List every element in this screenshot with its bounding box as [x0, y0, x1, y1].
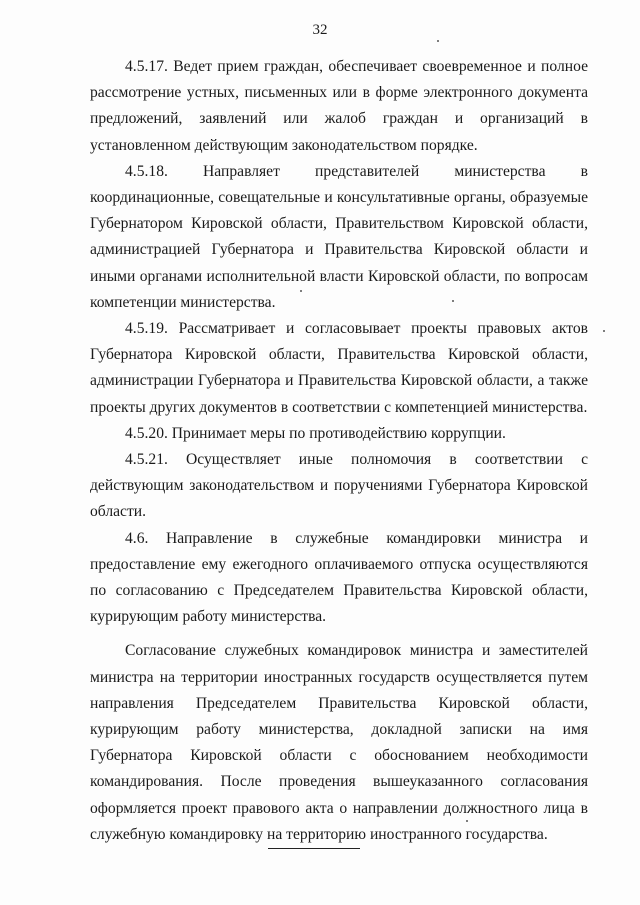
- paragraph-4-5-18: 4.5.18. Направляет представителей министерства в координационные, совещательные и консультативные органы, образуемые Губернатором Кировской области, Правительством Кировской области, администрацией Губернатора и Правительства Кировской области и иными органами исполнительной власти Кировской области, по вопросам компетенции министерства.: [90, 162, 588, 311]
- paragraph-4-5-20: 4.5.20. Принимает меры по противодействию коррупции.: [125, 424, 506, 442]
- document-body: [90, 54, 588, 848]
- paragraph-foreign-trips: Согласование служебных командировок министра и заместителей министра на территории иностранных государств осуществляется путем направления Председателем Правительства Кировской области, курирующим работу министерства, докладной записки на имя Губернатора Кировской области с обоснованием необходимости командирования. После проведения вышеуказанного согласования оформляется проект правового акта о направлении должностного лица в служебную командировку на территорию иностранного государства.: [90, 642, 588, 843]
- scan-speck: [603, 330, 605, 332]
- page-number: 32: [312, 22, 328, 38]
- scan-speck: [437, 40, 439, 42]
- scan-speck: [466, 820, 468, 822]
- paragraph-4-5-17: 4.5.17. Ведет прием граждан, обеспечивает своевременное и полное рассмотрение устных, письменных или в форме электронного документа предложений, заявлений или жалоб граждан и организаций в установленном действующим законодательством порядке.: [90, 58, 588, 154]
- scan-speck: [452, 300, 454, 302]
- end-of-text-rule: [268, 848, 360, 849]
- paragraph-4-5-19: 4.5.19. Рассматривает и согласовывает проекты правовых актов Губернатора Кировской области, Правительства Кировской области, администрации Губернатора и Правительства Кировской области, а также проекты других документов в соответствии с компетенцией министерства.: [90, 320, 588, 416]
- paragraph-4-5-21: 4.5.21. Осуществляет иные полномочия в соответствии с действующим законодательством и поручениями Губернатора Кировской области.: [90, 451, 588, 521]
- paragraph-4-6: 4.6. Направление в служебные командировки министра и предоставление ему ежегодного оплачиваемого отпуска осуществляются по согласованию с Председателем Правительства Кировской области, курирующим работу министерства.: [90, 529, 588, 626]
- scan-speck: [300, 290, 302, 292]
